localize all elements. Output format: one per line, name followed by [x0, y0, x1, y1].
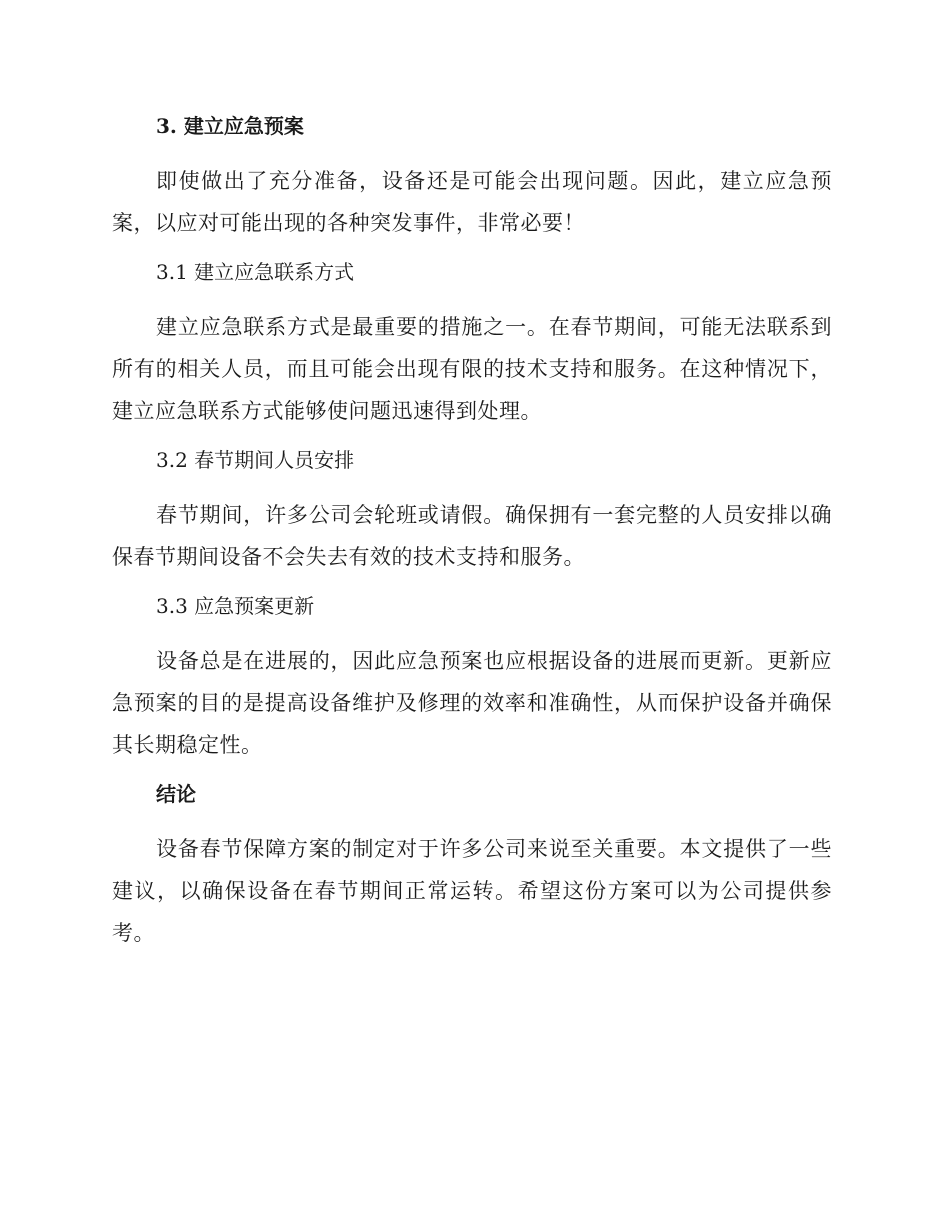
paragraph: 设备总是在进展的，因此应急预案也应根据设备的进展而更新。更新应急预案的目的是提高设备维护及修理的效率和准确性，从而保护设备并确保其长期稳定性。 — [112, 649, 832, 757]
paragraph: 即使做出了充分准备，设备还是可能会出现问题。因此，建立应急预案，以应对可能出现的各种突发事件，非常必要！ — [112, 169, 832, 235]
paragraph: 建立应急联系方式是最重要的措施之一。在春节期间，可能无法联系到所有的相关人员，而且可能会出现有限的技术支持和服务。在这种情况下，建立应急联系方式能够使问题迅速得到处理。 — [112, 315, 832, 423]
subsection-heading: 3.1 建立应急联系方式 — [156, 260, 355, 284]
section-heading: 3. 建立应急预案 — [156, 114, 304, 138]
paragraph: 春节期间，许多公司会轮班或请假。确保拥有一套完整的人员安排以确保春节期间设备不会失去有效的技术支持和服务。 — [112, 503, 832, 569]
subsection-heading: 3.2 春节期间人员安排 — [156, 448, 355, 472]
conclusion-heading: 结论 — [156, 782, 196, 806]
document-body — [112, 108, 832, 964]
subsection-heading: 3.3 应急预案更新 — [156, 594, 315, 618]
paragraph: 设备春节保障方案的制定对于许多公司来说至关重要。本文提供了一些建议，以确保设备在春节期间正常运转。希望这份方案可以为公司提供参考。 — [112, 837, 832, 945]
